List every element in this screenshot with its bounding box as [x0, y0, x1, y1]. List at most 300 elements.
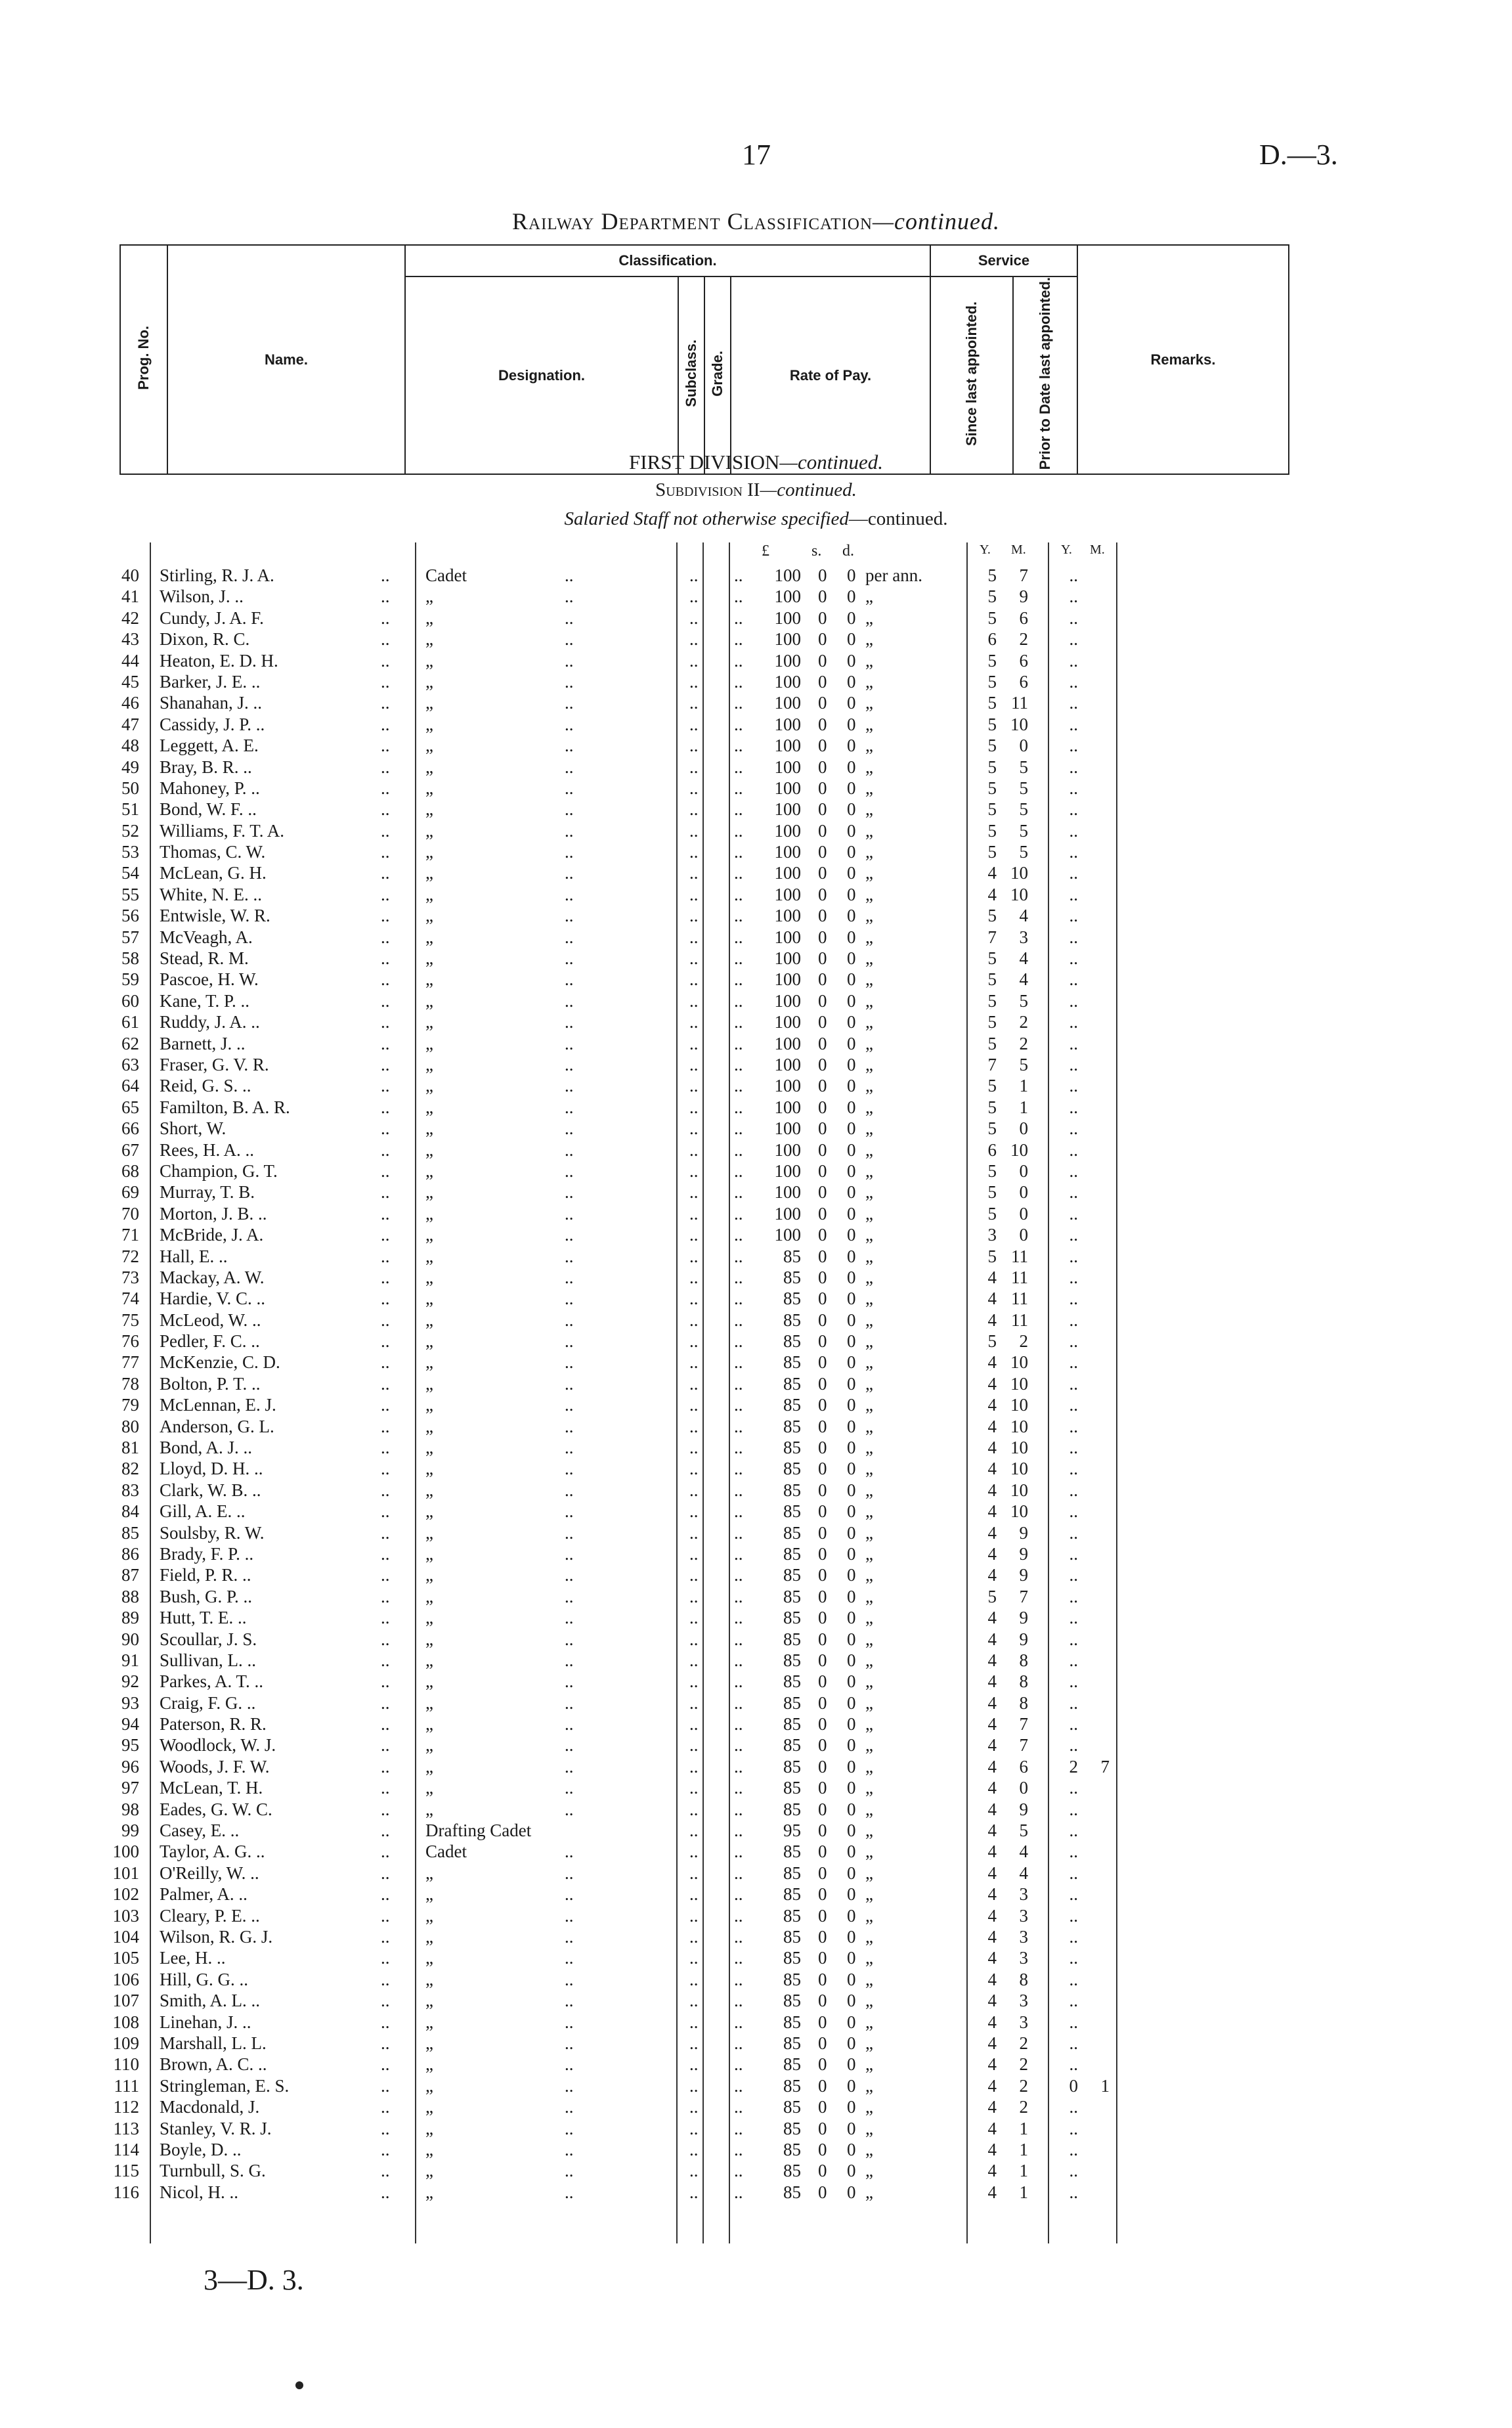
designation: „: [425, 1756, 433, 1777]
table-row: [0, 1777, 1512, 1798]
table-row: [0, 586, 1512, 607]
leader-dots: ..: [689, 650, 699, 671]
header-service: Service: [930, 245, 1077, 276]
table-row: [0, 2054, 1512, 2075]
unit-shillings: s.: [811, 542, 822, 560]
service-months: 8: [1019, 1671, 1028, 1692]
leader-dots: ..: [565, 863, 574, 883]
service-years: 5: [987, 565, 997, 585]
table-row: [0, 1671, 1512, 1692]
leader-dots: ..: [565, 736, 574, 756]
leader-dots: ..: [734, 1118, 743, 1139]
service-months: 1: [1019, 1097, 1028, 1117]
staff-table-body: [0, 565, 1512, 2203]
leader-dots: ..: [565, 565, 574, 585]
pay-shillings: 0: [818, 1714, 827, 1734]
leader-dots: ..: [565, 820, 574, 841]
staff-name: Bond, A. J. ..: [160, 1438, 253, 1458]
prog-number: 86: [121, 1543, 139, 1564]
prog-number: 64: [121, 1076, 139, 1096]
leader-dots: ..: [734, 1969, 743, 1989]
pay-period: „: [865, 2139, 873, 2159]
pay-pounds: 100: [774, 1097, 801, 1117]
table-row: [0, 2012, 1512, 2033]
leader-dots: ..: [565, 1991, 574, 2011]
pay-pence: 0: [847, 1565, 856, 1585]
pay-period: „: [865, 1650, 873, 1670]
leader-dots: ..: [381, 1650, 390, 1670]
leader-dots: ..: [734, 1905, 743, 1926]
pay-pounds: 85: [783, 1714, 801, 1734]
prior-years: ..: [1069, 1991, 1078, 2011]
staff-name: Fraser, G. V. R.: [160, 1054, 269, 1074]
leader-dots: ..: [565, 778, 574, 798]
leader-dots: ..: [689, 2118, 699, 2138]
pay-pounds: 100: [774, 607, 801, 628]
pay-pence: 0: [847, 671, 856, 692]
leader-dots: ..: [381, 1246, 390, 1266]
prog-number: 50: [121, 778, 139, 798]
prog-number: 61: [121, 1012, 139, 1032]
pay-pounds: 95: [783, 1821, 801, 1841]
service-years: 4: [987, 1671, 997, 1692]
prior-years: ..: [1069, 1118, 1078, 1139]
service-years: 4: [987, 1778, 997, 1798]
table-row: [0, 2139, 1512, 2160]
leader-dots: ..: [565, 1310, 574, 1330]
designation: „: [425, 1373, 433, 1394]
leader-dots: ..: [689, 1310, 699, 1330]
pay-period: „: [865, 1671, 873, 1692]
prog-number: 100: [112, 1842, 139, 1862]
header-since-last-appointed: Since last appointed.: [930, 276, 1013, 474]
pay-shillings: 0: [818, 948, 827, 969]
leader-dots: ..: [565, 1139, 574, 1160]
prog-number: 110: [113, 2054, 139, 2075]
table-row: [0, 1011, 1512, 1032]
pay-pounds: 85: [783, 1501, 801, 1522]
service-months: 11: [1011, 1289, 1028, 1309]
service-months: 2: [1019, 2033, 1028, 2053]
leader-dots: ..: [689, 1671, 699, 1692]
leader-dots: ..: [565, 1182, 574, 1203]
leader-dots: ..: [565, 650, 574, 671]
prior-years: ..: [1069, 714, 1078, 734]
designation: „: [425, 1799, 433, 1819]
table-row: [0, 1373, 1512, 1394]
pay-period: „: [865, 1416, 873, 1436]
pay-pence: 0: [847, 2161, 856, 2181]
pay-shillings: 0: [818, 990, 827, 1011]
service-months: 3: [1019, 1927, 1028, 1947]
leader-dots: ..: [381, 1033, 390, 1053]
pay-shillings: 0: [818, 1948, 827, 1968]
prog-number: 103: [112, 1905, 139, 1926]
designation: „: [425, 1182, 433, 1203]
table-row: [0, 629, 1512, 650]
prog-number: 104: [112, 1927, 139, 1947]
pay-pounds: 100: [774, 736, 801, 756]
service-months: 3: [1019, 1948, 1028, 1968]
leader-dots: ..: [381, 1438, 390, 1458]
prog-number: 66: [121, 1118, 139, 1139]
leader-dots: ..: [381, 1459, 390, 1479]
staff-name: Brady, F. P. ..: [160, 1543, 254, 1564]
prog-number: 111: [114, 2075, 139, 2096]
designation: „: [425, 2118, 433, 2138]
staff-name: Lloyd, D. H. ..: [160, 1459, 263, 1479]
pay-pounds: 100: [774, 1182, 801, 1203]
designation: „: [425, 778, 433, 798]
leader-dots: ..: [381, 1948, 390, 1968]
leader-dots: ..: [689, 1692, 699, 1713]
pay-shillings: 0: [818, 1054, 827, 1074]
leader-dots: ..: [734, 2097, 743, 2117]
leader-dots: ..: [381, 1289, 390, 1309]
pay-pence: 0: [847, 1416, 856, 1436]
leader-dots: ..: [689, 1522, 699, 1543]
service-months: 1: [1019, 2182, 1028, 2202]
service-months: 11: [1011, 1267, 1028, 1287]
prog-number: 47: [121, 714, 139, 734]
pay-shillings: 0: [818, 650, 827, 671]
service-months: 3: [1019, 1991, 1028, 2011]
pay-pounds: 85: [783, 2075, 801, 2096]
prior-years: ..: [1069, 1799, 1078, 1819]
service-years: 5: [987, 650, 997, 671]
pay-shillings: 0: [818, 2161, 827, 2181]
table-row: [0, 1990, 1512, 2011]
leader-dots: ..: [381, 1395, 390, 1415]
prior-years: ..: [1069, 1416, 1078, 1436]
prior-years: ..: [1069, 1097, 1078, 1117]
subdivision-heading: Subdivision II—continued.: [655, 479, 857, 500]
pay-pence: 0: [847, 2182, 856, 2202]
service-years: 4: [987, 1480, 997, 1500]
leader-dots: ..: [381, 1821, 390, 1841]
pay-period: „: [865, 1118, 873, 1139]
staff-name: Hill, G. G. ..: [160, 1969, 248, 1989]
pay-shillings: 0: [818, 2075, 827, 2096]
pay-period: „: [865, 1438, 873, 1458]
pay-pence: 0: [847, 1969, 856, 1989]
staff-name: Reid, G. S. ..: [160, 1076, 251, 1096]
service-years: 5: [987, 1586, 997, 1606]
prior-years: ..: [1069, 2033, 1078, 2053]
pay-period: „: [865, 693, 873, 713]
prior-years: ..: [1069, 1054, 1078, 1074]
service-months: 10: [1010, 863, 1028, 883]
leader-dots: ..: [565, 1799, 574, 1819]
pay-pence: 0: [847, 736, 856, 756]
leader-dots: ..: [565, 906, 574, 926]
service-months: 10: [1010, 884, 1028, 904]
pay-pence: 0: [847, 2012, 856, 2032]
leader-dots: ..: [565, 1565, 574, 1585]
pay-period: „: [865, 1927, 873, 1947]
pay-pounds: 85: [783, 1863, 801, 1883]
leader-dots: ..: [689, 1714, 699, 1734]
page-title: [0, 208, 1512, 235]
leader-dots: ..: [734, 1884, 743, 1905]
prog-number: 55: [121, 884, 139, 904]
leader-dots: ..: [689, 990, 699, 1011]
pay-period: „: [865, 1076, 873, 1096]
pay-pence: 0: [847, 650, 856, 671]
pay-pence: 0: [847, 1543, 856, 1564]
leader-dots: ..: [381, 842, 390, 862]
service-months: 10: [1010, 1395, 1028, 1415]
pay-shillings: 0: [818, 607, 827, 628]
service-months: 3: [1019, 1905, 1028, 1926]
leader-dots: ..: [381, 2097, 390, 2117]
service-years: 4: [987, 2054, 997, 2075]
service-years: 5: [987, 693, 997, 713]
leader-dots: ..: [734, 1160, 743, 1181]
service-years: 5: [987, 1097, 997, 1117]
pay-shillings: 0: [818, 778, 827, 798]
pay-pence: 0: [847, 1905, 856, 1926]
leader-dots: ..: [689, 1756, 699, 1777]
pay-pounds: 85: [783, 1756, 801, 1777]
staff-name: Barnett, J. ..: [160, 1033, 246, 1053]
unit-years: Y.: [980, 542, 991, 557]
prog-number: 42: [121, 607, 139, 628]
leader-dots: ..: [565, 2012, 574, 2032]
pay-shillings: 0: [818, 2054, 827, 2075]
service-months: 8: [1019, 1969, 1028, 1989]
pay-shillings: 0: [818, 863, 827, 883]
prog-number: 63: [121, 1054, 139, 1074]
leader-dots: ..: [734, 1565, 743, 1585]
pay-shillings: 0: [818, 1352, 827, 1373]
leader-dots: ..: [689, 1543, 699, 1564]
staff-name: Boyle, D. ..: [160, 2139, 242, 2159]
service-years: 6: [987, 629, 997, 650]
pay-period: „: [865, 2075, 873, 2096]
table-row: [0, 1310, 1512, 1331]
pay-pounds: 100: [774, 1225, 801, 1245]
staff-name: Dixon, R. C.: [160, 629, 250, 650]
designation: „: [425, 2139, 433, 2159]
staff-name: Short, W.: [160, 1118, 227, 1139]
prior-years: ..: [1069, 820, 1078, 841]
leader-dots: ..: [565, 1842, 574, 1862]
service-months: 9: [1019, 1522, 1028, 1543]
leader-dots: ..: [734, 1267, 743, 1287]
staff-name: McKenzie, C. D.: [160, 1352, 280, 1373]
table-row: [0, 1841, 1512, 1862]
prior-years: ..: [1069, 1139, 1078, 1160]
table-row: [0, 1756, 1512, 1777]
table-row: [0, 1884, 1512, 1905]
footer-reference: 3—D. 3.: [204, 2264, 304, 2296]
table-row: [0, 1181, 1512, 1203]
leader-dots: ..: [734, 2033, 743, 2053]
pay-pounds: 100: [774, 927, 801, 947]
pay-pounds: 85: [783, 1395, 801, 1415]
prior-years: ..: [1069, 1033, 1078, 1053]
pay-shillings: 0: [818, 1778, 827, 1798]
leader-dots: ..: [381, 693, 390, 713]
designation: „: [425, 714, 433, 734]
leader-dots: ..: [689, 671, 699, 692]
prior-years: ..: [1069, 1948, 1078, 1968]
service-years: 5: [987, 1118, 997, 1139]
leader-dots: ..: [381, 2012, 390, 2032]
pay-pounds: 100: [774, 1012, 801, 1032]
pay-pounds: 100: [774, 842, 801, 862]
prog-number: 77: [121, 1352, 139, 1373]
leader-dots: ..: [381, 799, 390, 820]
prior-years: ..: [1069, 1438, 1078, 1458]
pay-shillings: 0: [818, 693, 827, 713]
leader-dots: ..: [565, 2033, 574, 2053]
designation: „: [425, 2012, 433, 2032]
service-months: 8: [1019, 1650, 1028, 1670]
pay-pounds: 85: [783, 1692, 801, 1713]
leader-dots: ..: [734, 1352, 743, 1373]
table-row: [0, 650, 1512, 671]
table-row: [0, 948, 1512, 969]
pay-pounds: 85: [783, 2097, 801, 2117]
leader-dots: ..: [689, 1160, 699, 1181]
service-years: 4: [987, 1565, 997, 1585]
leader-dots: ..: [689, 693, 699, 713]
staff-name: Parkes, A. T. ..: [160, 1671, 263, 1692]
pay-pounds: 100: [774, 757, 801, 777]
table-row: [0, 1905, 1512, 1926]
staff-name: Turnbull, S. G.: [160, 2161, 266, 2181]
leader-dots: ..: [565, 2139, 574, 2159]
pay-period: „: [865, 948, 873, 969]
leader-dots: ..: [734, 820, 743, 841]
designation: „: [425, 586, 433, 607]
designation: „: [425, 2075, 433, 2096]
leader-dots: ..: [689, 2033, 699, 2053]
leader-dots: ..: [734, 714, 743, 734]
staff-name: McLean, G. H.: [160, 863, 267, 883]
leader-dots: ..: [689, 1969, 699, 1989]
service-years: 4: [987, 1416, 997, 1436]
table-row: [0, 1437, 1512, 1458]
prog-number: 90: [121, 1629, 139, 1649]
leader-dots: ..: [565, 1459, 574, 1479]
unit-pound: £: [762, 542, 769, 560]
pay-shillings: 0: [818, 842, 827, 862]
pay-pounds: 85: [783, 1905, 801, 1926]
table-header: [119, 244, 1289, 475]
table-row: [0, 1480, 1512, 1501]
staff-name: Shanahan, J. ..: [160, 693, 262, 713]
leader-dots: ..: [734, 1821, 743, 1841]
pay-pence: 0: [847, 1991, 856, 2011]
pay-pence: 0: [847, 820, 856, 841]
pay-shillings: 0: [818, 1033, 827, 1053]
service-months: 0: [1019, 1778, 1028, 1798]
designation: „: [425, 629, 433, 650]
leader-dots: ..: [565, 1714, 574, 1734]
service-years: 5: [987, 586, 997, 607]
title-main: Railway Department Classification: [512, 208, 873, 234]
leader-dots: ..: [565, 1267, 574, 1287]
designation: „: [425, 736, 433, 756]
leader-dots: ..: [381, 1905, 390, 1926]
pay-shillings: 0: [818, 1097, 827, 1117]
leader-dots: ..: [734, 2012, 743, 2032]
leader-dots: ..: [689, 906, 699, 926]
header-designation: Designation.: [405, 276, 678, 474]
pay-pence: 0: [847, 1629, 856, 1649]
leader-dots: ..: [734, 2139, 743, 2159]
prog-number: 57: [121, 927, 139, 947]
table-row: [0, 862, 1512, 883]
pay-period: „: [865, 1821, 873, 1841]
pay-pounds: 100: [774, 969, 801, 990]
pay-pounds: 100: [774, 778, 801, 798]
staff-name: Cundy, J. A. F.: [160, 607, 264, 628]
leader-dots: ..: [381, 671, 390, 692]
leader-dots: ..: [689, 1416, 699, 1436]
leader-dots: ..: [565, 1543, 574, 1564]
leader-dots: ..: [689, 1246, 699, 1266]
prior-years: ..: [1069, 927, 1078, 947]
prior-years: ..: [1069, 1395, 1078, 1415]
pay-shillings: 0: [818, 1565, 827, 1585]
designation: „: [425, 927, 433, 947]
leader-dots: ..: [734, 1842, 743, 1862]
prog-number: 52: [121, 820, 139, 841]
prog-number: 69: [121, 1182, 139, 1203]
service-months: 5: [1019, 820, 1028, 841]
designation: „: [425, 1671, 433, 1692]
pay-shillings: 0: [818, 799, 827, 820]
service-months: 5: [1019, 1054, 1028, 1074]
leader-dots: ..: [381, 1842, 390, 1862]
designation: Drafting Cadet: [425, 1821, 532, 1841]
pay-shillings: 0: [818, 586, 827, 607]
service-months: 9: [1019, 1629, 1028, 1649]
staff-name: White, N. E. ..: [160, 884, 262, 904]
staff-name: Craig, F. G. ..: [160, 1692, 256, 1713]
designation: „: [425, 1097, 433, 1117]
pay-period: „: [865, 1543, 873, 1564]
designation: „: [425, 1905, 433, 1926]
service-months: 7: [1019, 1735, 1028, 1755]
pay-pounds: 100: [774, 714, 801, 734]
pay-pounds: 100: [774, 948, 801, 969]
designation: „: [425, 1310, 433, 1330]
table-row: [0, 927, 1512, 948]
service-months: 4: [1019, 1863, 1028, 1883]
leader-dots: ..: [689, 1821, 699, 1841]
designation: „: [425, 1884, 433, 1905]
staff-name: McLeod, W. ..: [160, 1310, 261, 1330]
pay-shillings: 0: [818, 1139, 827, 1160]
pay-shillings: 0: [818, 1543, 827, 1564]
service-years: 5: [987, 969, 997, 990]
leader-dots: ..: [734, 1608, 743, 1628]
prior-years: ..: [1069, 1821, 1078, 1841]
leader-dots: ..: [689, 1586, 699, 1606]
prog-number: 79: [121, 1395, 139, 1415]
leader-dots: ..: [565, 1501, 574, 1522]
leader-dots: ..: [381, 1331, 390, 1352]
service-months: 6: [1019, 607, 1028, 628]
service-years: 5: [987, 736, 997, 756]
table-row: [0, 1394, 1512, 1415]
service-months: 2: [1019, 2075, 1028, 2096]
